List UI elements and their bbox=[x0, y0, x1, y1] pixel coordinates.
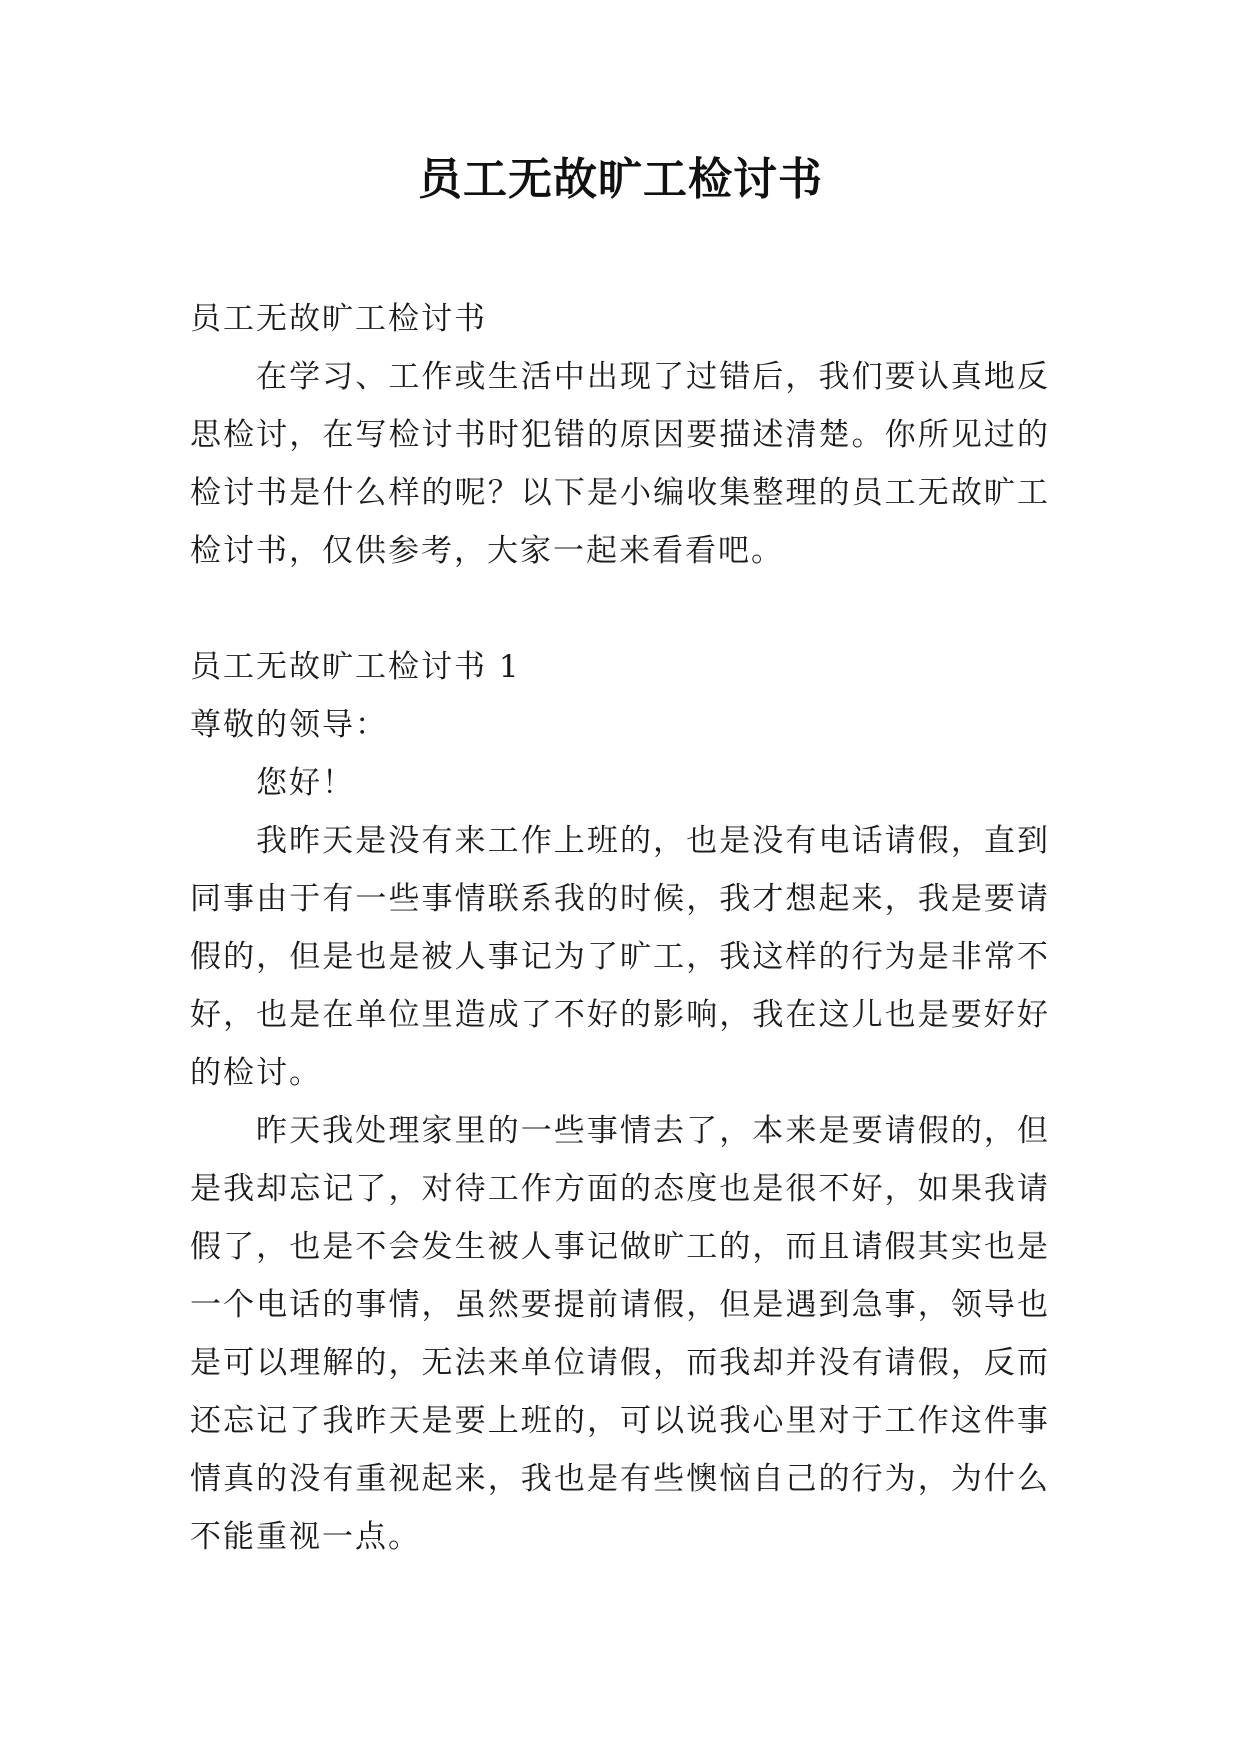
body-paragraph-2: 昨天我处理家里的一些事情去了，本来是要请假的，但是我却忘记了，对待工作方面的态度也是很不好，如果我请假了，也是不会发生被人事记做旷工的，而且请假其实也是一个电话的事情，虽然要提前请假，但是遇到急事，领导也是可以理解的，无法来单位请假，而我却并没有请假，反而还忘记了我昨天是要上班的，可以说我心里对于工作这件事情真的没有重视起来，我也是有些懊恼自己的行为，为什么不能重视一点。 bbox=[190, 1113, 1050, 1555]
body-paragraph-1: 我昨天是没有来工作上班的，也是没有电话请假，直到同事由于有一些事情联系我的时候，我才想起来，我是要请假的，但是也是被人事记为了旷工，我这样的行为是非常不好，也是在单位里造成了不好的影响，我在这儿也是要好好的检讨。 bbox=[190, 823, 1050, 1091]
document-subtitle: 员工无故旷工检讨书 bbox=[190, 301, 487, 337]
greeting: 您好！ bbox=[256, 765, 355, 801]
section-spacer bbox=[190, 580, 1050, 638]
section-heading: 员工无故旷工检讨书 1 bbox=[190, 649, 521, 685]
page-title: 员工无故旷工检讨书 bbox=[418, 154, 823, 205]
intro-paragraph: 在学习、工作或生活中出现了过错后，我们要认真地反思检讨，在写检讨书时犯错的原因要描述清楚。你所见过的检讨书是什么样的呢？以下是小编收集整理的员工无故旷工检讨书，仅供参考，大家一起来看看吧。 bbox=[190, 359, 1050, 569]
document-body bbox=[190, 290, 1050, 1566]
salutation: 尊敬的领导： bbox=[190, 707, 388, 743]
